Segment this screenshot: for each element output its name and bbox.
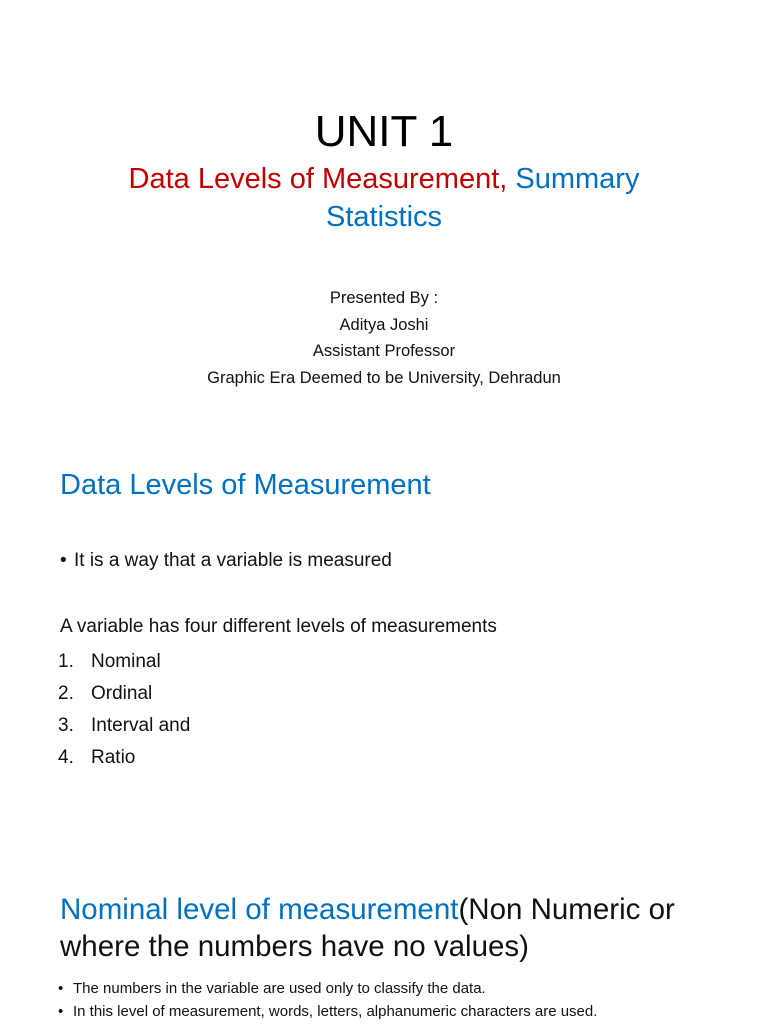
levels-bullet (60, 548, 392, 574)
presenter-organization: Graphic Era Deemed to be University, Dehradun (207, 368, 561, 387)
title-slide (0, 0, 768, 420)
nominal-bullets (58, 977, 597, 1023)
list-item (58, 977, 597, 1000)
bullet-text: In this level of measurement, words, letters, alphanumeric characters are used. (73, 1003, 598, 1020)
levels-slide (0, 440, 768, 840)
list-number: 2. (58, 683, 74, 704)
levels-heading: Data Levels of Measurement (60, 469, 431, 501)
bullet-text: The numbers in the variable are used only to classify the data. (73, 980, 486, 997)
list-item (58, 1000, 597, 1023)
subtitle-blue-part: Summary Statistics (325, 163, 640, 233)
list-item (58, 742, 190, 774)
unit-title: UNIT 1 (314, 107, 454, 156)
list-number: 3. (58, 715, 74, 736)
nominal-heading-blue: Nominal level of measurement (60, 893, 459, 926)
list-number: 1. (58, 651, 74, 672)
presented-by-label: Presented By : (329, 289, 439, 307)
presenter-title: Assistant Professor (312, 342, 456, 360)
list-item (58, 710, 190, 742)
nominal-slide (0, 880, 768, 1024)
list-label: Interval and (91, 715, 191, 736)
list-label: Ratio (91, 747, 136, 768)
bullet-dot-icon: • (58, 1003, 64, 1020)
levels-intro: A variable has four different levels of measurements (60, 616, 497, 637)
subtitle-red-part: Data Levels of Measurement, (128, 163, 508, 195)
list-number: 4. (58, 747, 74, 768)
levels-bullet-text: It is a way that a variable is measured (74, 550, 392, 571)
nominal-heading-rest: (Non Numeric or where the numbers have no values) (60, 893, 675, 963)
presenter-name: Aditya Joshi (339, 315, 429, 334)
bullet-dot-icon: • (58, 980, 64, 997)
list-label: Nominal (91, 651, 161, 672)
slide-subtitle (84, 160, 684, 236)
levels-list (58, 646, 190, 774)
list-item (58, 646, 190, 678)
nominal-heading (60, 891, 750, 965)
list-label: Ordinal (91, 683, 153, 704)
bullet-dot-icon: • (60, 550, 67, 571)
presenter-block (0, 285, 768, 391)
list-item (58, 678, 190, 710)
